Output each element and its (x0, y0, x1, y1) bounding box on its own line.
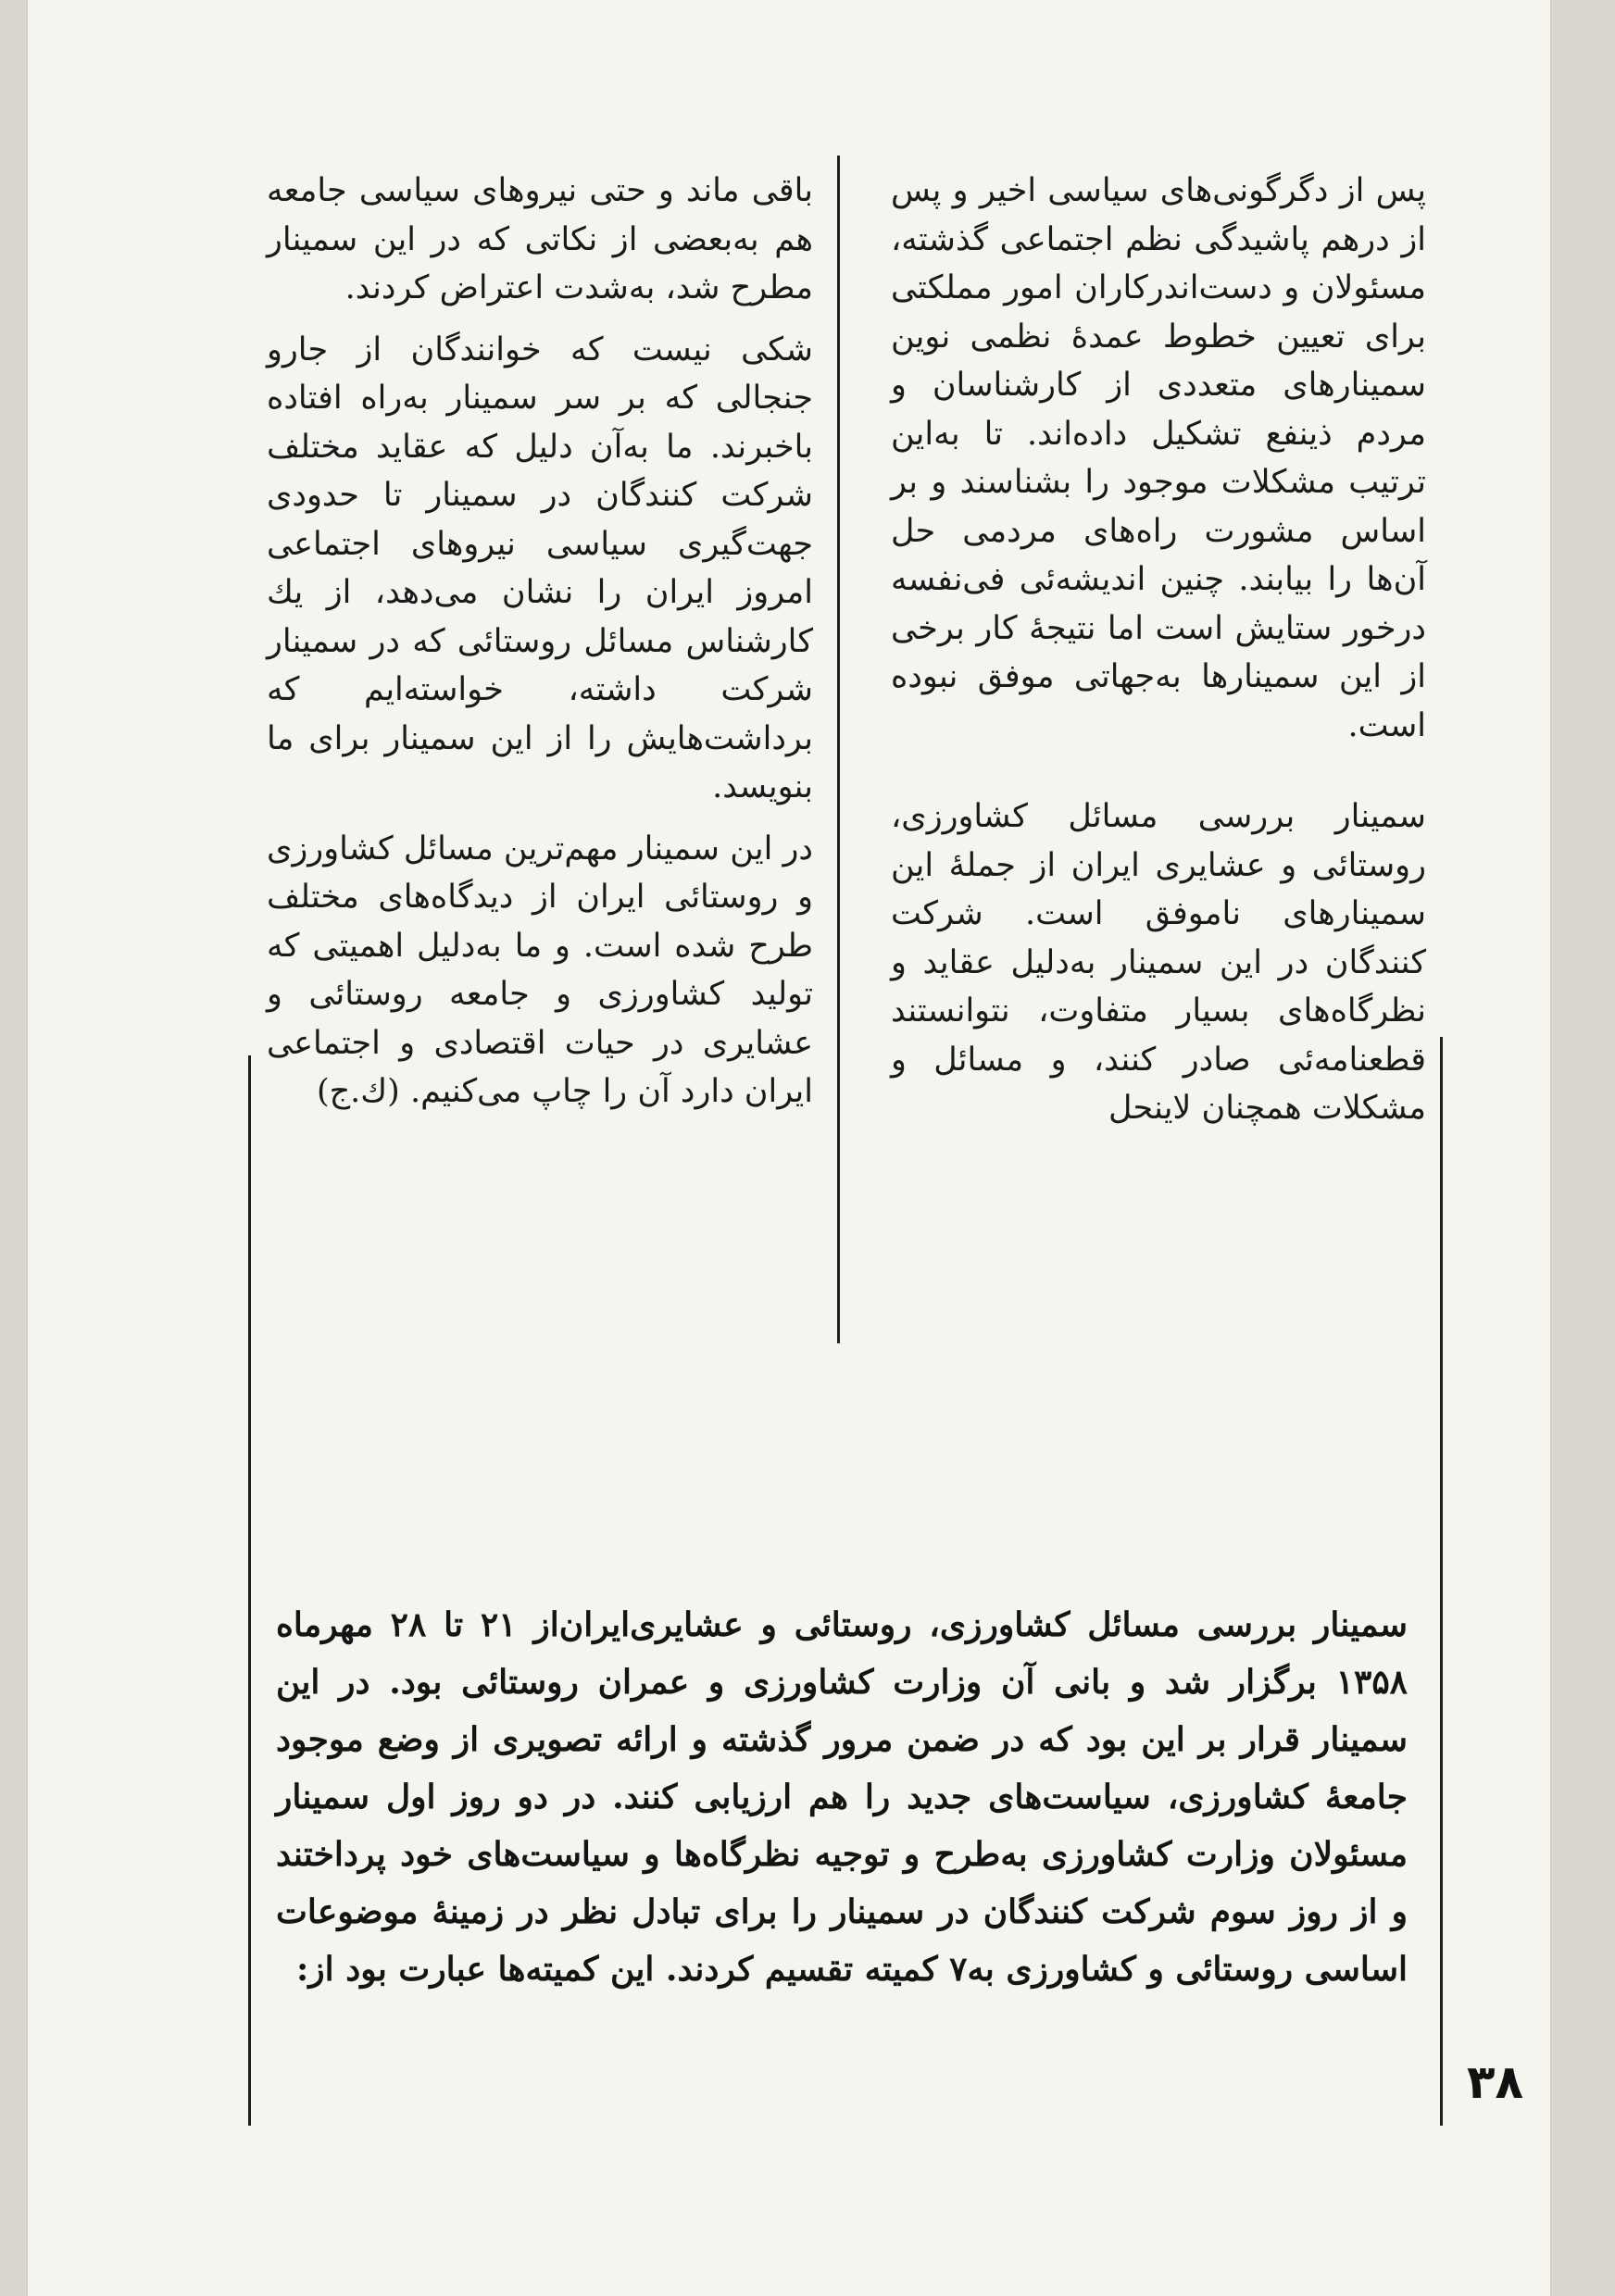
box-right-rule (1440, 1037, 1443, 2126)
right-column-paragraph-2: سمینار بررسی مسائل کشاورزی، روستائی و عشایری ایران از جملهٔ این سمینارهای ناموفق است. شرکت کنندگان در این سمینار به‌دلیل عقاید و نظرگاه‌های بسیار متفاوت، نتوانستند قطعنامه‌ئی صادر کنند، و مسائل و مشکلات همچنان لاینحل (891, 798, 1426, 1127)
box-left-rule (248, 1055, 251, 2126)
right-column (891, 167, 1426, 1133)
left-column (267, 167, 813, 1117)
left-column-paragraph-2: شکی نیست که خوانندگان از جارو جنجالی که بر سر سمینار به‌راه افتاده باخبرند. ما به‌آن دلیل که عقاید مختلف شرکت کنندگان در سمینار تا حدودی جهت‌گیری سیاسی نیروهای اجتماعی امروز ایران را نشان می‌دهد، از یك کارشناس مسائل روستائی که در سمینار شرکت داشته، خواسته‌ایم که برداشت‌هایش را از این سمینار برای ما بنویسد. (267, 331, 813, 805)
boxed-summary: سمینار بررسی مسائل کشاورزی، روستائی و عشایری‌ایران‌از ۲۱ تا ۲۸ مهرماه ۱۳۵۸ برگزار شد و بانی آن وزارت کشاورزی و عمران روستائی بود. در این سمینار قرار بر این بود که در ضمن مرور گذشته و ارائه تصویری از وضع موجود جامعهٔ کشاورزی، سیاست‌های جدید را هم ارزیابی کنند. در دو روز اول سمینار مسئولان وزارت کشاورزی به‌طرح و توجیه نظرگاه‌ها و سیاست‌های خود پرداختند و از روز سوم شرکت کنندگان در سمینار را برای تبادل نظر در زمینهٔ موضوعات اساسی روستائی و کشاورزی به۷ کمیته تقسیم کردند. این کمیته‌ها عبارت بود از: (276, 1605, 1408, 1989)
left-column-paragraph-1: باقی ماند و حتی نیروهای سیاسی جامعه هم به‌بعضی از نکاتی که در این سمینار مطرح شد، به‌شدت اعتراض کردند. (267, 172, 813, 306)
page-number: ۳۸ (1467, 2055, 1524, 2109)
page (28, 0, 1550, 2296)
column-divider (837, 156, 840, 1343)
right-column-paragraph-1: پس از دگرگونی‌های سیاسی اخیر و پس از درهم پاشیدگی نظم اجتماعی گذشته، مسئولان و دست‌اندرکاران امور مملکتی برای تعیین خطوط عمدهٔ نظمی نوین سمینارهای متعددی از کارشناسان و مردم ذینفع تشکیل داده‌اند. تا به‌این ترتیب مشکلات موجود را بشناسند و بر اساس مشورت راه‌های مردمی حل آن‌ها را بیابند. چنین اندیشه‌ئی فی‌نفسه درخور ستایش است اما نتیجهٔ کار برخی از این سمینارها به‌جهاتی موفق نبوده است. (891, 172, 1426, 744)
left-column-paragraph-3: در این سمینار مهم‌ترین مسائل کشاورزی و روستائی ایران از دیدگاه‌های مختلف طرح شده است. و ما به‌دلیل اهمیتی که تولید کشاورزی و جامعه روستائی و عشایری در حیات اقتصادی و اجتماعی ایران دارد آن را چاپ می‌کنیم. (ك.ج) (267, 830, 813, 1110)
